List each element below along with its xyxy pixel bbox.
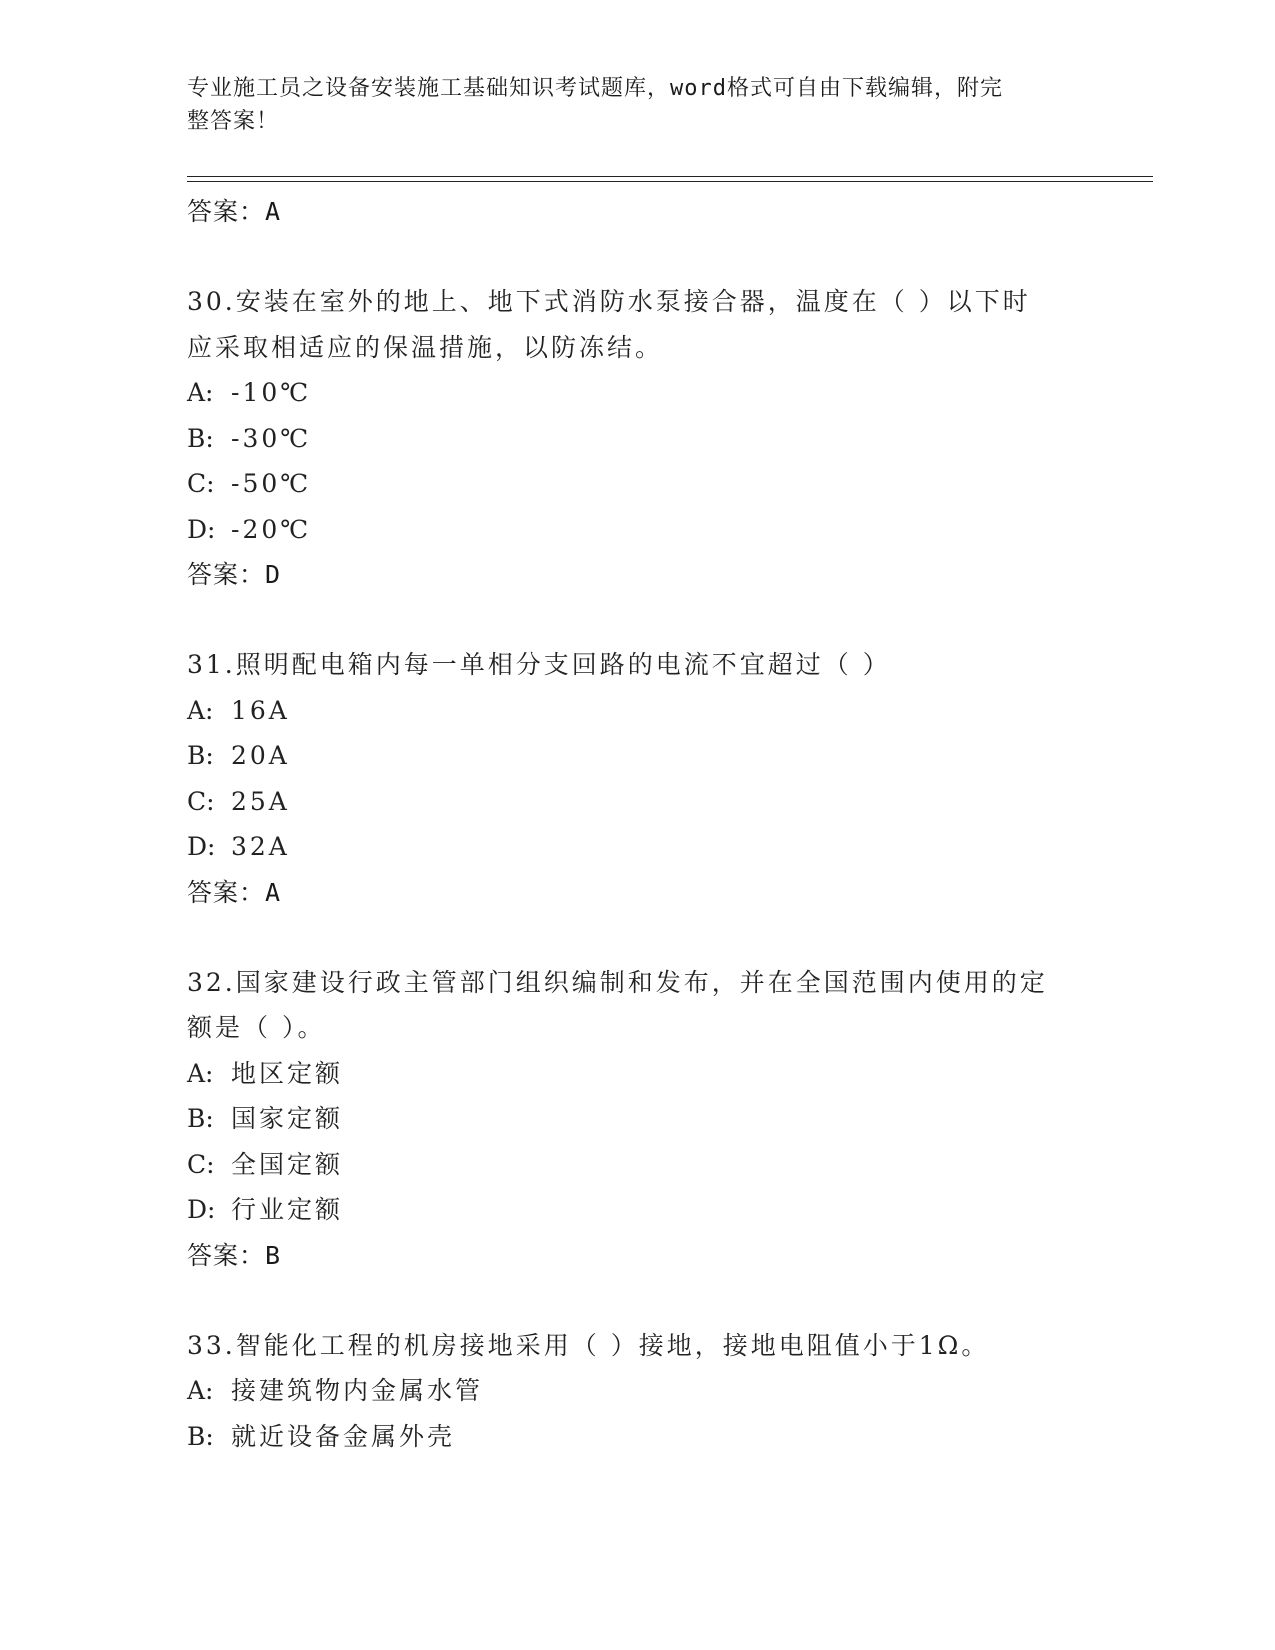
- option-text: 25A: [231, 786, 290, 816]
- option-b: [187, 1096, 1087, 1142]
- option-letter: A:: [187, 1058, 214, 1088]
- question-stem: 30.安装在室外的地上、地下式消防水泵接合器，温度在（ ）以下时: [187, 287, 1031, 316]
- question-stem-continued: 应采取相适应的保温措施，以防冻结。: [187, 332, 664, 362]
- option-text: 16A: [231, 695, 290, 725]
- header-rule-bottom: [187, 181, 1153, 182]
- answer-line: 答案：A: [187, 877, 282, 907]
- option-text: 就近设备金属外壳: [231, 1421, 456, 1451]
- option-text: -50℃: [231, 469, 312, 498]
- option-d: [187, 1187, 1087, 1233]
- question-stem-continued: 额是（ ）。: [187, 1013, 326, 1042]
- option-d: [187, 824, 1087, 870]
- option-letter: B:: [187, 741, 214, 770]
- option-text: -10℃: [231, 378, 312, 407]
- option-letter: A:: [187, 695, 214, 725]
- option-b: [187, 1414, 1087, 1460]
- option-b: [187, 416, 1087, 462]
- option-text: 国家定额: [231, 1104, 344, 1133]
- option-letter: C:: [187, 469, 215, 498]
- option-a: [187, 1051, 1087, 1097]
- question-stem: 33.智能化工程的机房接地采用（ ）接地，接地电阻值小于1Ω。: [187, 1330, 990, 1360]
- option-d: [187, 507, 1087, 553]
- option-text: 地区定额: [231, 1058, 344, 1088]
- option-text: -20℃: [231, 514, 312, 544]
- option-b: [187, 733, 1087, 779]
- option-text: 32A: [231, 832, 290, 861]
- answer-line: 答案：B: [187, 1240, 282, 1270]
- option-text: 全国定额: [231, 1149, 344, 1179]
- option-text: 行业定额: [231, 1195, 344, 1224]
- option-letter: C:: [187, 1149, 215, 1179]
- option-letter: B:: [187, 1104, 214, 1133]
- option-letter: B:: [187, 423, 214, 453]
- option-text: -30℃: [231, 423, 312, 453]
- option-letter: B:: [187, 1421, 214, 1451]
- document-header: [187, 72, 1087, 138]
- answer-line-29: 答案：A: [187, 197, 282, 226]
- option-c: [187, 1142, 1087, 1188]
- question-32: [187, 960, 1087, 1279]
- header-line-2: 整答案！: [187, 109, 280, 134]
- header-line-1: 专业施工员之设备安装施工基础知识考试题库，word格式可自由下载编辑，附完: [187, 76, 1003, 101]
- option-a: [187, 1368, 1087, 1414]
- question-31: [187, 642, 1087, 916]
- question-30: [187, 279, 1087, 598]
- question-stem: 32.国家建设行政主管部门组织编制和发布，并在全国范围内使用的定: [187, 967, 1048, 997]
- option-letter: A:: [187, 1376, 214, 1405]
- option-text: 20A: [231, 741, 290, 770]
- option-letter: D:: [187, 514, 216, 544]
- question-33: [187, 1323, 1087, 1460]
- option-a: [187, 688, 1087, 734]
- header-rule-top: [187, 176, 1153, 177]
- option-letter: C:: [187, 786, 215, 816]
- option-a: [187, 370, 1087, 416]
- answer-line: 答案：D: [187, 560, 282, 589]
- option-letter: D:: [187, 832, 216, 861]
- question-stem: 31.照明配电箱内每一单相分支回路的电流不宜超过（ ）: [187, 650, 891, 679]
- option-c: [187, 461, 1087, 507]
- option-text: 接建筑物内金属水管: [231, 1376, 484, 1405]
- option-letter: D:: [187, 1195, 216, 1224]
- option-letter: A:: [187, 378, 214, 407]
- question-list: [187, 189, 1087, 1459]
- option-c: [187, 779, 1087, 825]
